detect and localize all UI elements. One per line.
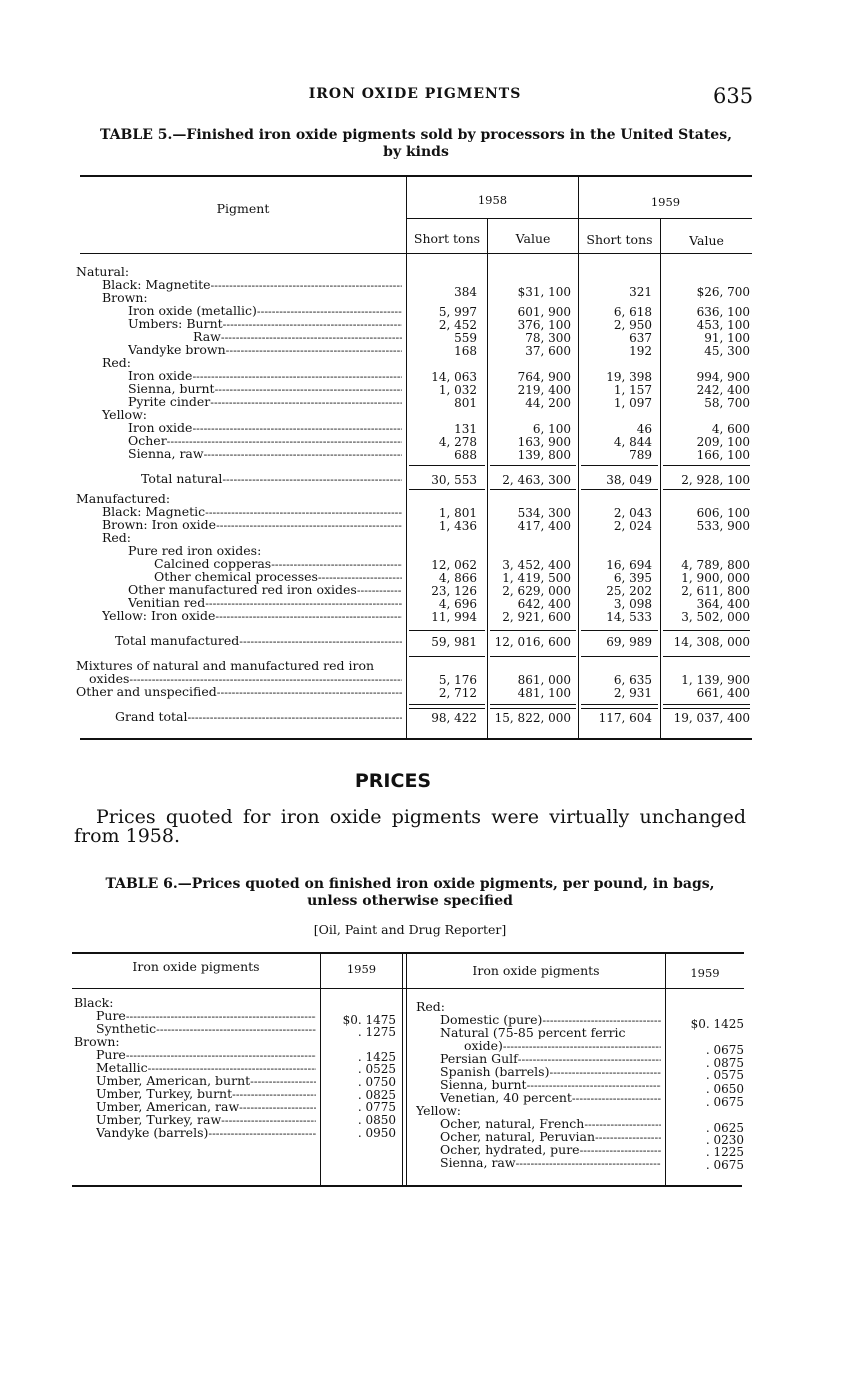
table5-cell: 364, 400 [696,597,750,611]
table6-left-row-label: Brown: [74,1035,120,1048]
table5-cell: 59, 981 [431,635,477,649]
table6-left-row-label: Umber, American, burnt ----- [96,1074,316,1088]
table5-cell: 661, 400 [696,686,750,700]
table5-row-label: Other chemical processes ----- [154,570,402,584]
table5-cell: 1, 157 [613,383,652,397]
table5-cell: 139, 800 [517,448,571,462]
table5-cell: 30, 553 [431,473,477,487]
table6-right-row-label: Domestic (pure) ----- [440,1013,661,1027]
table5-cell: 2, 463, 300 [502,473,571,487]
table5-cell: 637 [629,331,652,345]
table5-cell: 481, 100 [517,686,571,700]
table6-right-price: . 0650 [705,1082,744,1096]
table5-row-label: Brown: [102,290,148,305]
table5-cell: 2, 921, 600 [502,610,571,624]
table6-right-price: . 0875 [705,1056,744,1070]
table5-col-1959: 1959 [650,195,681,209]
table6-left-row-label: Umber, American, raw ----- [96,1100,316,1114]
table5-cell: 1, 801 [438,506,477,520]
table6-right-price: . 0625 [705,1121,744,1135]
page-number: 635 [713,84,754,108]
table6-left-col-pigments: Iron oxide pigments [132,959,260,974]
table5-row-label: Grand total ----- [115,710,402,724]
table5-cell: 91, 100 [704,331,750,345]
table5-cell: 168 [454,344,477,358]
table5-cell: 4, 844 [613,435,652,449]
table5-cell: 3, 098 [613,597,652,611]
table5-cell: 45, 300 [704,344,750,358]
table6-right-price: . 0675 [705,1158,744,1172]
table6-left-row-label: Pure ----- [96,1009,316,1023]
table5-cell: 2, 611, 800 [681,584,750,598]
table5-cell: 4, 866 [438,571,477,585]
table5-cell: 12, 062 [431,558,477,572]
table6-right-row-label: Sienna, burnt ----- [440,1078,661,1092]
table5-row-label: Umbers: Burnt ----- [128,317,402,331]
table5-row-label: Iron oxide ----- [128,421,402,435]
table6-left-row-label: Metallic ----- [96,1061,316,1075]
table5-cell: 2, 950 [613,318,652,332]
table5-row-label: Red: [102,355,132,370]
table5-cell: 861, 000 [517,673,571,687]
table5-row-label: Other and unspecified ----- [76,685,402,699]
table5-cell: 789 [629,448,652,462]
table6-left-price: . 0850 [357,1113,396,1127]
table5-cell: 1, 032 [438,383,477,397]
prices-paragraph-line2: from 1958. [74,825,181,847]
table5-cell: 688 [454,448,477,462]
table5-cell: 117, 604 [598,711,652,725]
table5-row-label: Pyrite cinder ----- [128,395,402,409]
table5-cell: 12, 016, 600 [494,635,571,649]
table5-cell: 2, 024 [613,519,652,533]
table5-cell: 2, 452 [438,318,477,332]
table5-cell: 25, 202 [606,584,652,598]
table6-right-row-label: Ocher, natural, Peruvian ----- [440,1130,661,1144]
table5-row-label: Sienna, raw ----- [128,447,402,461]
table5-cell: 417, 400 [517,519,571,533]
table5-cell: 4, 600 [711,422,750,436]
table5-row-label: Black: Magnetic ----- [102,505,402,519]
table5-cell: 6, 618 [613,305,652,319]
table6-right-row-label: Sienna, raw ----- [440,1156,661,1170]
table5-cell: 1, 097 [613,396,652,410]
table6-right-col-pigments: Iron oxide pigments [472,963,600,978]
table5-row-label: Total manufactured ----- [115,634,402,648]
table5-cell: 1, 419, 500 [502,571,571,585]
table6-left-price: . 0525 [357,1062,396,1076]
table5-cell: 5, 997 [438,305,477,319]
table5-cell: 6, 100 [532,422,571,436]
table6-source: [Oil, Paint and Drug Reporter] [313,922,507,937]
table5-cell: 219, 400 [517,383,571,397]
table6-left-row-label: Vandyke (barrels) ----- [96,1126,316,1140]
table5-cell: 4, 789, 800 [681,558,750,572]
table5-row-label: Mixtures of natural and manufactured red iron [76,658,375,673]
table5-row-label: Natural: [76,264,130,279]
table5-col-value-1959: Value [689,233,724,248]
table6-left-price: . 0950 [357,1126,396,1140]
table5-cell: 642, 400 [517,597,571,611]
table6-right-row-label: Venetian, 40 percent ----- [440,1091,661,1105]
table5-cell: 78, 300 [525,331,571,345]
table5-row-label: Ocher ----- [128,434,402,448]
table5-cell: 1, 900, 000 [681,571,750,585]
table5-cell: 2, 712 [438,686,477,700]
table5-cell: 801 [454,396,477,410]
prices-paragraph-line1: Prices quoted for iron oxide pigments were virtually unchanged [96,806,746,828]
table6-right-row-label: oxide) ----- [464,1039,661,1053]
table5-row-label: Venitian red ----- [128,596,402,610]
table5-cell: 44, 200 [525,396,571,410]
table6-right-row-label: Red: [416,1000,446,1013]
table5-row-label: Brown: Iron oxide ----- [102,518,402,532]
table5-cell: 192 [629,344,652,358]
table5-cell: 16, 694 [606,558,652,572]
table5-cell: 69, 989 [606,635,652,649]
table6-left-row-label: Umber, Turkey, raw ----- [96,1113,316,1127]
table5-cell: 98, 422 [431,711,477,725]
table5-cell: 4, 278 [438,435,477,449]
table5-cell: 2, 931 [613,686,652,700]
table6-right-price: . 1225 [705,1145,744,1159]
table6-caption-line2: unless otherwise specified [307,893,513,909]
table5-row-label: Manufactured: [76,491,171,506]
table5-row-label: Yellow: Iron oxide ----- [102,609,402,623]
table5-caption-line2: by kinds [383,144,449,160]
table5-row-label: Vandyke brown ----- [128,343,402,357]
table5-cell: 5, 176 [438,673,477,687]
table5-cell: 23, 126 [431,584,477,598]
table5-cell: 3, 452, 400 [502,558,571,572]
table6-right-row-label: Ocher, hydrated, pure ----- [440,1143,661,1157]
table6-left-row-label: Synthetic ----- [96,1022,316,1036]
table6-left-price: $0. 1475 [342,1013,396,1027]
table6-left-row-label: Pure ----- [96,1048,316,1062]
table5-cell: 46 [636,422,652,436]
table6-right-price: . 0575 [705,1068,744,1082]
table5-row-label: Red: [102,530,132,545]
table5-cell: 14, 063 [431,370,477,384]
table6-left-row-label: Black: [74,996,114,1009]
table6-left-price: . 0750 [357,1075,396,1089]
table5-cell: 166, 100 [696,448,750,462]
table5-cell: 994, 900 [696,370,750,384]
table5-cell: 2, 928, 100 [681,473,750,487]
table6-left-price: . 0825 [357,1088,396,1102]
table5-cell: 384 [454,285,477,299]
table5-cell: 209, 100 [696,435,750,449]
table5-col-1958: 1958 [477,193,508,207]
table5-cell: 534, 300 [517,506,571,520]
table5-row-label: Other manufactured red iron oxides ----- [128,583,402,597]
table5-cell: $26, 700 [696,285,750,299]
table5-cell: 14, 308, 000 [673,635,750,649]
table6-right-row-label: Spanish (barrels) ----- [440,1065,661,1079]
table5-cell: 19, 398 [606,370,652,384]
table5-row-label: Raw ----- [193,330,402,344]
table5-row-label: Pure red iron oxides: [128,543,262,558]
table5-cell: 2, 629, 000 [502,584,571,598]
table6-right-price: . 0675 [705,1043,744,1057]
table6-right-price: . 0230 [705,1133,744,1147]
table5-row-label: Calcined copperas ----- [154,557,402,571]
table6-right-col-1959: 1959 [690,966,720,980]
table6-right-price: . 0675 [705,1095,744,1109]
table6-right-row-label: Ocher, natural, French ----- [440,1117,661,1131]
table5-cell: $31, 100 [517,285,571,299]
table6-right-row-label: Natural (75-85 percent ferric [440,1026,626,1039]
table5-cell: 19, 037, 400 [673,711,750,725]
table5-cell: 764, 900 [517,370,571,384]
table6-right-row-label: Persian Gulf ----- [440,1052,661,1066]
table5-cell: 321 [629,285,652,299]
table6-left-price: . 0775 [357,1100,396,1114]
table5-cell: 6, 395 [613,571,652,585]
table5-cell: 6, 635 [613,673,652,687]
table6-right-price: $0. 1425 [690,1017,744,1031]
table5-row-label: oxides ----- [89,672,402,686]
table5-cell: 4, 696 [438,597,477,611]
table5-cell: 58, 700 [704,396,750,410]
table5-cell: 15, 822, 000 [494,711,571,725]
table6-right-row-label: Yellow: [416,1104,461,1117]
table5-cell: 559 [454,331,477,345]
table6-caption-line1: TABLE 6.—Prices quoted on finished iron oxide pigments, per pound, in bags, [105,876,715,892]
table5-col-pigment: Pigment [216,201,270,216]
table5-cell: 601, 900 [517,305,571,319]
table6-left-row-label: Umber, Turkey, burnt ----- [96,1087,316,1101]
table5-col-value-1958: Value [515,231,551,246]
table5-col-short-tons-1958: Short tons [413,231,481,246]
table5-cell: 2, 043 [613,506,652,520]
table5-row-label: Black: Magnetite ----- [102,278,402,292]
table5-cell: 533, 900 [696,519,750,533]
table5-cell: 453, 100 [696,318,750,332]
table5-cell: 1, 436 [438,519,477,533]
table5-cell: 1, 139, 900 [681,673,750,687]
table5-col-short-tons-1959: Short tons [586,232,653,247]
table5-cell: 376, 100 [517,318,571,332]
table5-row-label: Total natural ----- [141,472,402,486]
table5-cell: 131 [454,422,477,436]
table5-caption-line1: TABLE 5.—Finished iron oxide pigments sold by processors in the United States, [100,127,732,143]
table6-left-price: . 1275 [357,1025,396,1039]
table5-cell: 163, 900 [517,435,571,449]
table5-row-label: Iron oxide (metallic) ----- [128,304,402,318]
table5-cell: 11, 994 [431,610,477,624]
table5-cell: 3, 502, 000 [681,610,750,624]
table5-cell: 606, 100 [696,506,750,520]
prices-heading: PRICES [354,770,432,792]
table5-cell: 38, 049 [606,473,652,487]
table5-row-label: Yellow: [102,407,147,422]
running-header-title: IRON OXIDE PIGMENTS [308,86,522,102]
table6-left-col-1959: 1959 [346,962,377,976]
table6-left-price: . 1425 [357,1050,396,1064]
table5-cell: 37, 600 [525,344,571,358]
table5-cell: 636, 100 [696,305,750,319]
table5-cell: 14, 533 [606,610,652,624]
table5-row-label: Iron oxide ----- [128,369,402,383]
table5-cell: 242, 400 [696,383,750,397]
table5-row-label: Sienna, burnt ----- [128,382,402,396]
